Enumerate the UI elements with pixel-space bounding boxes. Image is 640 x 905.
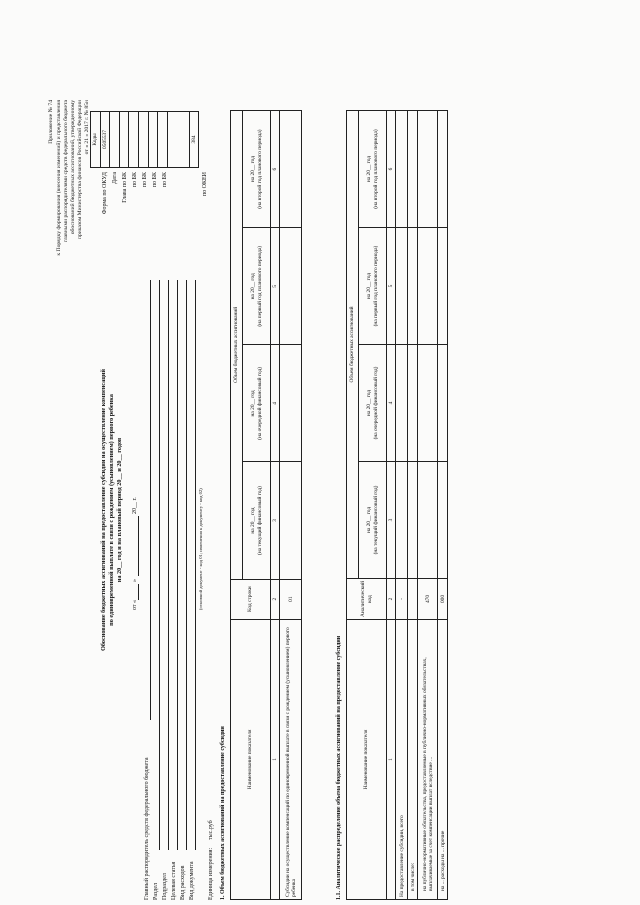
header-line-4: приказом Министерства финансов Российской Федерации xyxy=(77,100,83,240)
codes-label-bk-4: по БК xyxy=(162,172,168,188)
s11-row-incl-name: в том числе: xyxy=(408,620,418,900)
s11-cell xyxy=(408,461,418,578)
s1-col-code: Код строки xyxy=(231,579,271,619)
field-main-distributor: Главный распорядитель средств федерального бюджета xyxy=(144,757,150,900)
section1-table xyxy=(230,110,302,900)
s1-row-val-2 xyxy=(280,345,302,462)
s11-y3-year: на 20__ год xyxy=(366,272,373,300)
codes-label-bk-2: по БК xyxy=(142,172,148,188)
s11-y1-year: на 20__ год xyxy=(366,506,373,534)
s1-num-6: 6 xyxy=(271,111,280,228)
s1-row-code: 01 xyxy=(280,579,302,619)
s11-row-pno-code: 470 xyxy=(418,578,438,619)
s11-cell xyxy=(438,345,448,462)
s1-y4-sub: (на второй год планового периода) xyxy=(256,129,263,209)
s11-y4-sub: (на второй год планового периода) xyxy=(372,129,379,209)
s11-row-total-code: - xyxy=(396,578,408,619)
s1-y1-year: на 20__ год xyxy=(250,507,257,534)
field-expense-type: Вид расходов xyxy=(180,865,186,900)
date-from: от « xyxy=(132,599,138,610)
document-note: (основной документ - код 01; изменения к документу - код 02) xyxy=(198,488,203,610)
s1-y4-year: на 20__ год xyxy=(250,156,257,183)
s1-num-4: 4 xyxy=(271,345,280,462)
field-section: Раздел xyxy=(153,883,159,900)
rotated-form-page xyxy=(40,90,600,905)
code-empty xyxy=(167,112,189,168)
date-mid: » xyxy=(132,579,138,582)
header-line-1: к Порядку формирования (внесения изменений) и представления xyxy=(56,100,62,256)
codes-label-bk-3: по БК xyxy=(152,172,158,188)
s1-y1-sub: (на текущий финансовый год) xyxy=(256,486,263,555)
s11-row-other-code: 000 xyxy=(438,578,448,619)
s11-cell xyxy=(408,228,418,345)
s11-cell xyxy=(408,345,418,462)
codes-label-glava: Глава по БК xyxy=(122,172,128,203)
s1-y3-year: на 20__ год xyxy=(250,273,257,300)
s11-num-1: 1 xyxy=(387,620,396,900)
field-document-type: Вид документа xyxy=(189,861,195,900)
s1-col-y3 xyxy=(243,228,271,345)
s11-cell xyxy=(396,461,408,578)
s1-col-name: Наименование показателя xyxy=(231,619,271,899)
s11-col-name: Наименование показателя xyxy=(347,620,387,900)
s11-row-incl-code xyxy=(408,578,418,619)
s1-col-y2 xyxy=(243,345,271,462)
s11-y2-sub: (на очередной финансовый год) xyxy=(372,366,379,440)
header-line-2: главными распорядителями средств федерального бюджета xyxy=(63,100,69,243)
s1-num-1: 1 xyxy=(271,619,280,899)
s11-row-pno-name: на публично-нормативные обязательства, предоставляемые в публично-нормативных обязательствах, выплачиваемые за счет компенсации выплат вследствие ... xyxy=(418,620,438,900)
section11-table xyxy=(346,110,448,900)
s1-row-val-3 xyxy=(280,228,302,345)
field-subsection: Подраздел xyxy=(162,873,168,900)
s11-num-2: 2 xyxy=(387,578,396,619)
title-line-1: Обоснование бюджетных ассигнований на предоставление субсидии на осуществление компенсаций xyxy=(100,369,107,651)
code-glava-value xyxy=(119,112,129,168)
s1-col-y4 xyxy=(243,111,271,228)
code-bk-value-4 xyxy=(158,112,168,168)
appendix-number: Приложение № 74 xyxy=(48,100,54,144)
section1-title: 1. Объем бюджетных ассигнований на предоставление субсидии xyxy=(220,726,226,900)
s11-cell xyxy=(438,111,448,228)
code-bk-value-3 xyxy=(148,112,158,168)
section11-title: 1.1. Аналитическое распределение объема бюджетных ассигнований на предоставление субсидии xyxy=(336,635,342,900)
s1-col-group: Объем бюджетных ассигнований xyxy=(231,111,243,580)
s1-row-val-1 xyxy=(280,462,302,579)
s11-num-3: 3 xyxy=(387,461,396,578)
s11-cell xyxy=(418,345,438,462)
codes-label-okei: по ОКЕИ xyxy=(202,172,208,197)
s11-col-y4 xyxy=(359,111,387,228)
s11-col-y2 xyxy=(359,345,387,462)
date-year: 20__ г. xyxy=(132,497,138,514)
header-line-5: от « 21 » 2017 г. № 85н xyxy=(84,100,90,155)
s11-cell xyxy=(396,111,408,228)
s11-num-4: 4 xyxy=(387,345,396,462)
s1-num-5: 5 xyxy=(271,228,280,345)
s1-y2-year: на 20__ год xyxy=(250,390,257,417)
s1-num-2: 2 xyxy=(271,579,280,619)
s11-cell xyxy=(396,228,408,345)
codes-box xyxy=(90,111,199,168)
code-bk-value-1 xyxy=(129,112,139,168)
s11-row-other-name: на ... расходы на ... прочие xyxy=(438,620,448,900)
codes-header: Коды xyxy=(91,112,101,168)
s1-row-val-4 xyxy=(280,111,302,228)
s11-y2-year: на 20__ год xyxy=(366,389,373,417)
field-target-article: Целевая статья xyxy=(171,861,177,900)
s11-cell xyxy=(418,461,438,578)
unit-value: тыс.руб xyxy=(208,820,214,840)
s11-cell xyxy=(438,461,448,578)
codes-label-okud: Форма по ОКУД xyxy=(102,172,108,215)
s1-y3-sub: (на первый год планового периода) xyxy=(256,245,263,327)
codes-label-date: Дата xyxy=(112,172,118,184)
s1-row-name: Субсидии на осуществление компенсаций по единовременной выплате в связи с рождением (усыновлением) первого ребенка xyxy=(280,619,302,899)
s1-col-y1 xyxy=(243,462,271,579)
title-line-3: на 20__ год и на плановый период 20__ и 20__ годов xyxy=(116,437,123,583)
s1-num-3: 3 xyxy=(271,462,280,579)
code-okei-value: 384 xyxy=(189,112,199,168)
s11-cell xyxy=(418,111,438,228)
s11-col-y3 xyxy=(359,228,387,345)
code-okud-value: 0505537 xyxy=(100,112,110,168)
unit-label: Единица измерения: xyxy=(208,847,214,900)
s1-y2-sub: (на очередной финансовый год) xyxy=(256,366,263,440)
s11-num-5: 5 xyxy=(387,228,396,345)
s11-y4-year: на 20__ год xyxy=(366,155,373,183)
header-line-3: обоснований бюджетных ассигнований, утвержденному xyxy=(70,100,76,235)
s11-cell xyxy=(408,111,418,228)
codes-label-bk-1: по БК xyxy=(132,172,138,188)
s11-y1-sub: (на текущий финансовый год) xyxy=(372,485,379,555)
s11-y3-sub: (на первый год планового периода) xyxy=(372,245,379,327)
code-date-value xyxy=(110,112,120,168)
s11-cell xyxy=(396,345,408,462)
s11-num-6: 6 xyxy=(387,111,396,228)
title-line-2: по единовременной выплате в связи с рождением (усыновлением) первого ребенка xyxy=(108,394,115,626)
s11-cell xyxy=(438,228,448,345)
s11-col-code: Аналитический код xyxy=(347,578,387,619)
s11-col-y1 xyxy=(359,461,387,578)
s11-col-group: Объем бюджетных ассигнований xyxy=(347,111,359,579)
code-bk-value-2 xyxy=(138,112,148,168)
s11-row-total-name: На предоставление субсидии, всего xyxy=(396,620,408,900)
s11-cell xyxy=(418,228,438,345)
